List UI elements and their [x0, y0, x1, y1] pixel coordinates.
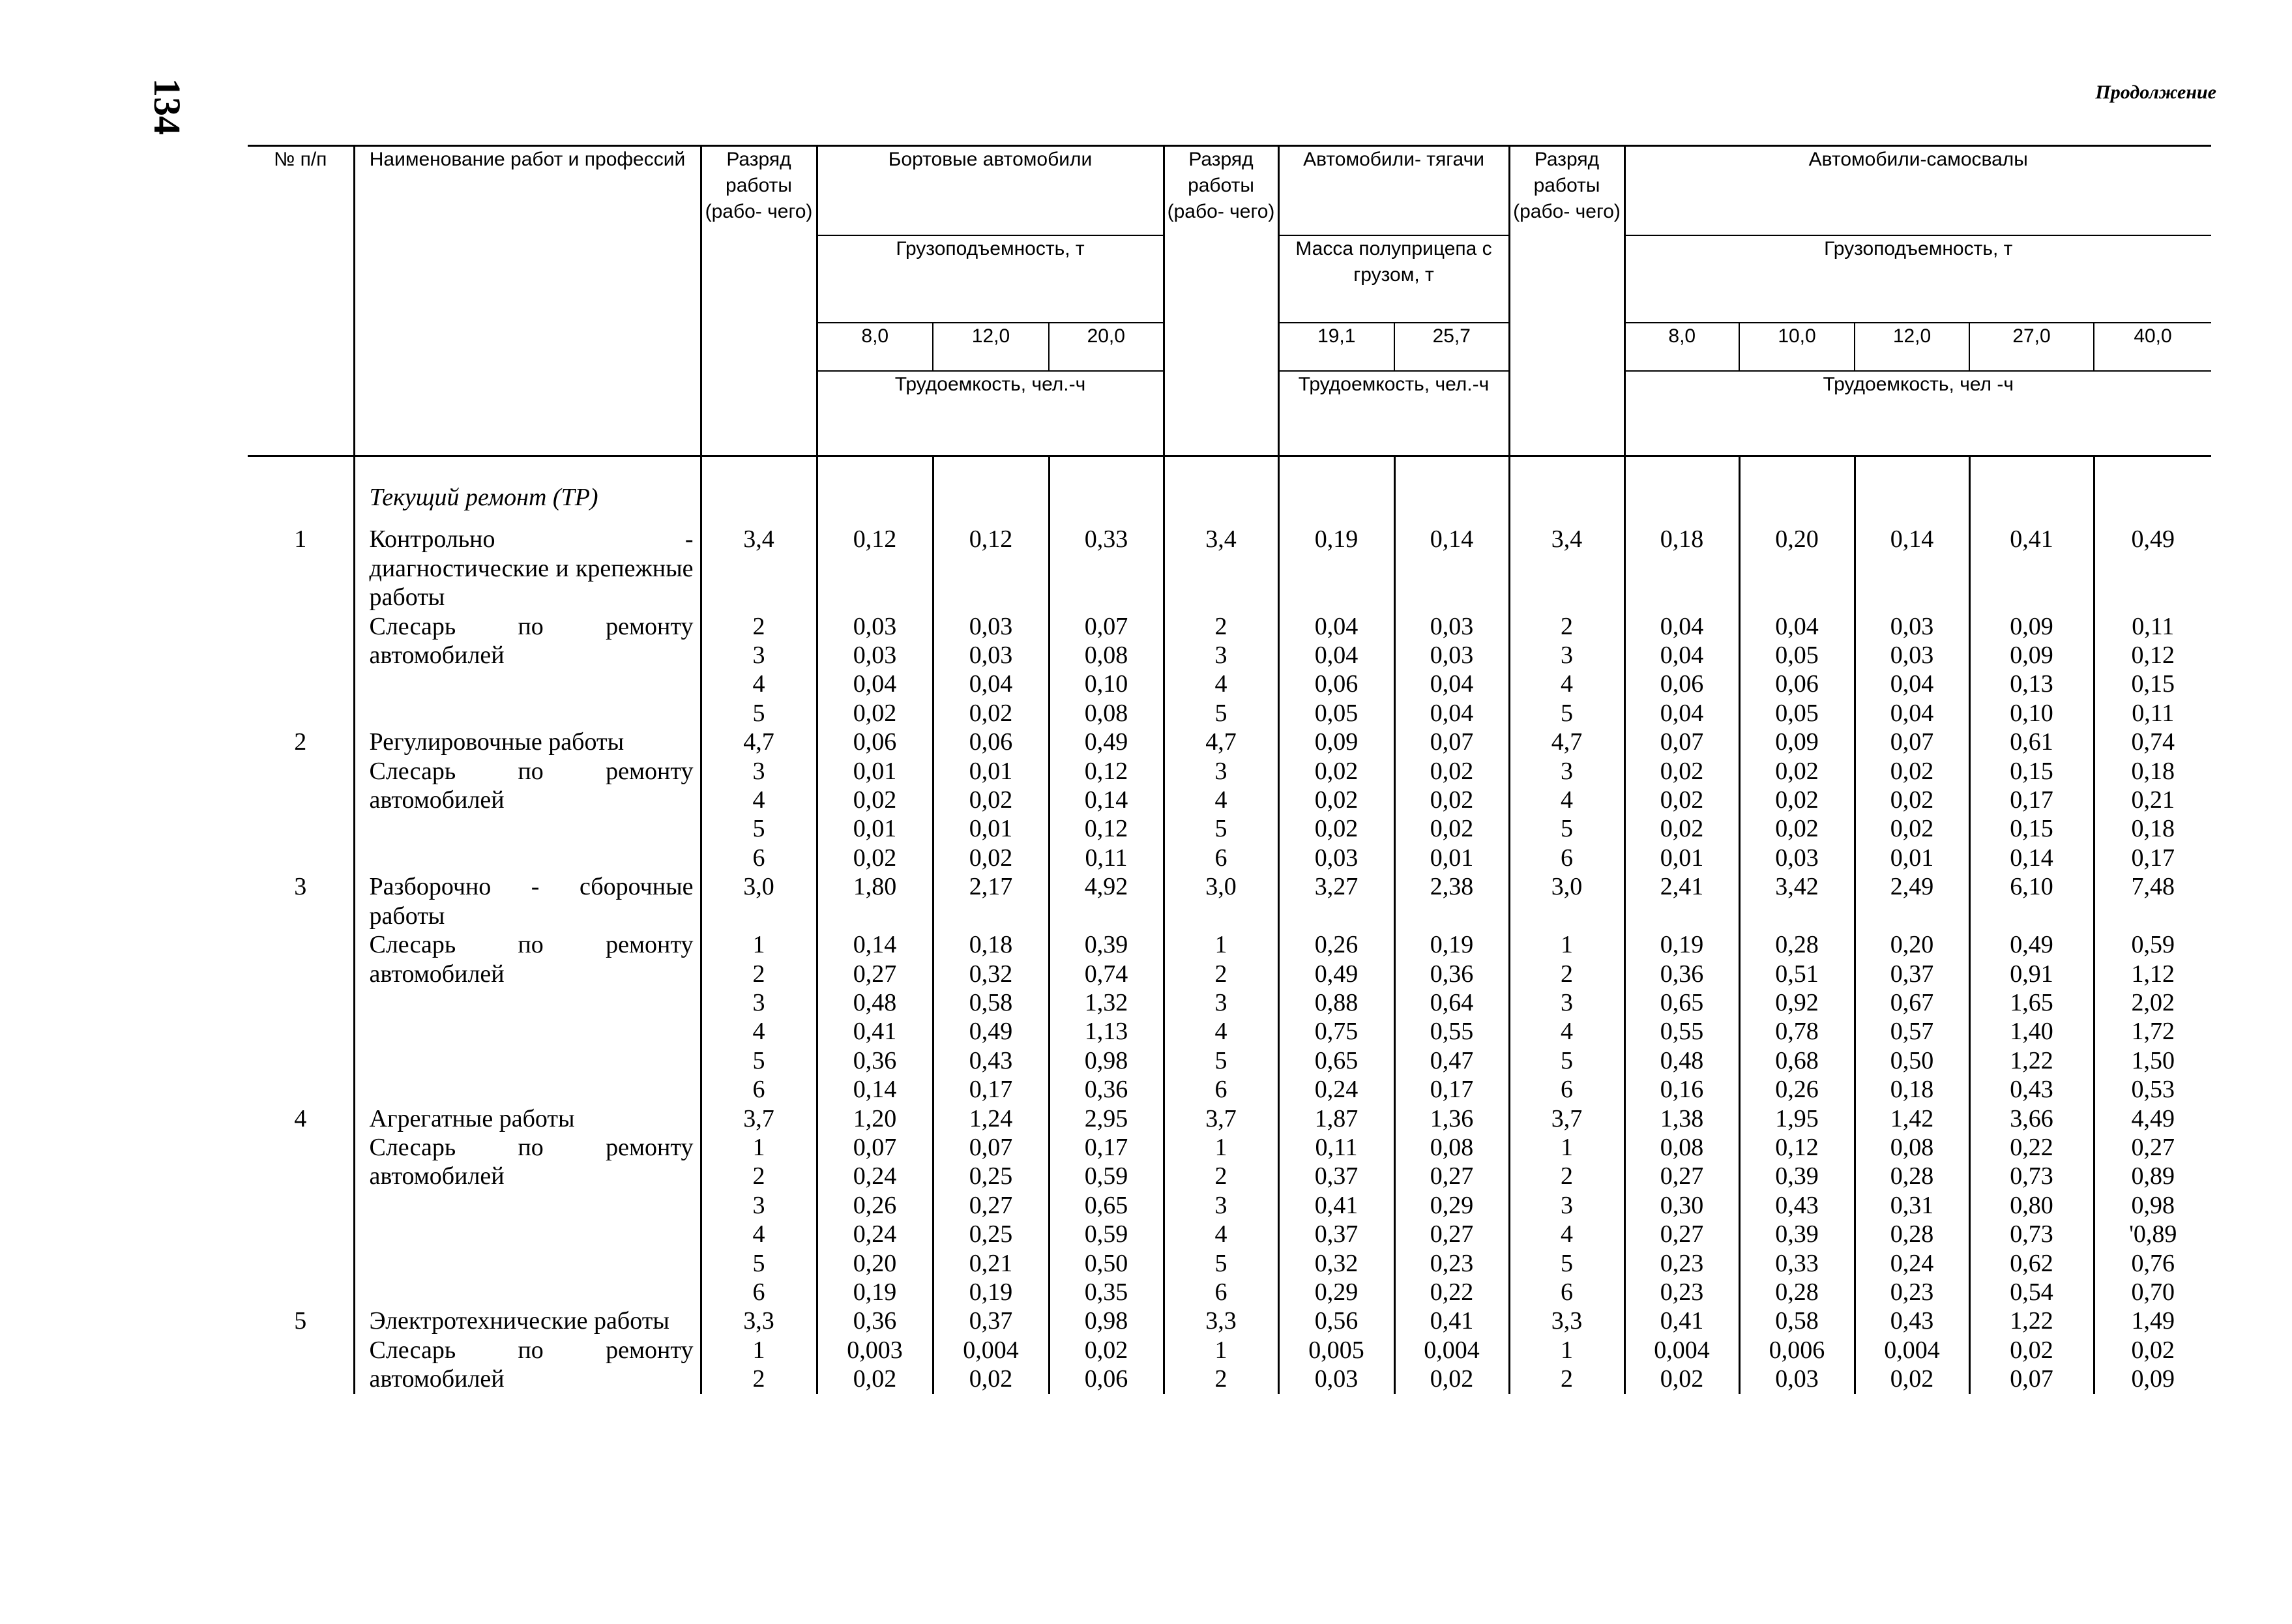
grade-dump: 2 3 4 5	[1509, 612, 1624, 728]
dump-27-value: 0,49 0,91 1,65 1,40 1,22 0,43	[1969, 930, 2094, 1104]
group-dump-header: Автомобили-самосвалы	[1624, 146, 2211, 236]
grade-dump: 3,0	[1509, 872, 1624, 930]
dump-capacity-value: 10,0	[1739, 323, 1855, 371]
dump-capacity-header: Грузоподъемность, т	[1624, 235, 2211, 323]
dump-27-value: 1,22	[1969, 1307, 2094, 1335]
row-number	[248, 612, 354, 728]
dump-8-value: 0,02 0,02 0,02 0,01	[1624, 757, 1739, 873]
continuation-label: Продолжение	[2095, 81, 2216, 103]
tractor-25-7-value: 0,02 0,02 0,02 0,01	[1394, 757, 1509, 873]
grade-tractor: 3,0	[1164, 872, 1278, 930]
flatbed-8-value: 0,01 0,02 0,01 0,02	[817, 757, 933, 873]
tractor-19-1-value: 3,27	[1278, 872, 1394, 930]
flatbed-12-value: 0,18 0,32 0,58 0,49 0,43 0,17	[933, 930, 1049, 1104]
dump-40-value: 7,48	[2094, 872, 2211, 930]
group-flatbed-header: Бортовые автомобили	[817, 146, 1164, 236]
dump-27-value: 6,10	[1969, 872, 2094, 930]
dump-10-value: 1,95	[1739, 1104, 1855, 1133]
grade-flatbed: 3,3	[701, 1307, 817, 1335]
dump-12-value: 0,004 0,02	[1855, 1336, 1969, 1394]
dump-10-value: 0,12 0,39 0,43 0,39 0,33 0,28	[1739, 1133, 1855, 1307]
dump-8-value: 0,08 0,27 0,30 0,27 0,23 0,23	[1624, 1133, 1739, 1307]
row-number: 4	[294, 1104, 307, 1132]
flatbed-20-value: 0,12 0,14 0,12 0,11	[1049, 757, 1164, 873]
flatbed-8-value: 0,14 0,27 0,48 0,41 0,36 0,14	[817, 930, 933, 1104]
tractor-19-1-value: 1,87	[1278, 1104, 1394, 1133]
tractor-mass-value: 25,7	[1394, 323, 1509, 371]
dump-27-value: 0,02 0,07	[1969, 1336, 2094, 1394]
col-grade-header-dump: Разряд работы (рабо- чего)	[1509, 146, 1624, 456]
work-name: Слесарь по ремонту автомобилей	[354, 1133, 701, 1307]
dump-10-value: 0,20	[1739, 525, 1855, 612]
dump-12-value: 0,07	[1855, 728, 1969, 756]
grade-flatbed: 3,7	[701, 1104, 817, 1133]
work-name: Слесарь по ремонту автомобилей	[354, 1336, 701, 1394]
row-number	[248, 1336, 354, 1394]
flatbed-8-value: 1,80	[817, 872, 933, 930]
flatbed-capacity-header: Грузоподъемность, т	[817, 235, 1164, 323]
dump-8-value: 0,04 0,04 0,06 0,04	[1624, 612, 1739, 728]
grade-flatbed: 3 4 5 6	[701, 757, 817, 873]
flatbed-20-value: 0,07 0,08 0,10 0,08	[1049, 612, 1164, 728]
dump-10-value: 0,09	[1739, 728, 1855, 756]
dump-40-value: 0,27 0,89 0,98 '0,89 0,76 0,70	[2094, 1133, 2211, 1307]
flatbed-20-value: 4,92	[1049, 872, 1164, 930]
work-name: Контрольно - диагностические и крепежные работы	[354, 525, 701, 612]
grade-dump: 1 2 3 4 5 6	[1509, 1133, 1624, 1307]
grade-dump: 3,7	[1509, 1104, 1624, 1133]
tractor-25-7-value: 0,08 0,27 0,29 0,27 0,23 0,22	[1394, 1133, 1509, 1307]
dump-12-value: 2,49	[1855, 872, 1969, 930]
grade-dump: 3,3	[1509, 1307, 1624, 1335]
dump-40-value: 0,49	[2094, 525, 2211, 612]
flatbed-12-value: 1,24	[933, 1104, 1049, 1133]
labor-intensity-table	[248, 145, 2211, 1394]
row-number	[248, 757, 354, 873]
dump-8-value: 0,19 0,36 0,65 0,55 0,48 0,16	[1624, 930, 1739, 1104]
grade-flatbed: 1 2	[701, 1336, 817, 1394]
flatbed-12-value: 0,07 0,25 0,27 0,25 0,21 0,19	[933, 1133, 1049, 1307]
row-number: 5	[294, 1307, 307, 1335]
grade-flatbed: 1 2 3 4 5 6	[701, 930, 817, 1104]
grade-flatbed: 2 3 4 5	[701, 612, 817, 728]
grade-dump: 1 2 3 4 5 6	[1509, 930, 1624, 1104]
dump-capacity-value: 27,0	[1969, 323, 2094, 371]
grade-tractor: 1 2	[1164, 1336, 1278, 1394]
row-number: 2	[294, 728, 307, 756]
work-name: Разборочно - сборочные работы	[354, 872, 701, 930]
dump-capacity-value: 12,0	[1855, 323, 1969, 371]
grade-dump: 3,4	[1509, 525, 1624, 612]
tractor-mass-value: 19,1	[1278, 323, 1394, 371]
dump-40-value: 0,18 0,21 0,18 0,17	[2094, 757, 2211, 873]
dump-40-value: 0,02 0,09	[2094, 1336, 2211, 1394]
dump-unit-header: Трудоемкость, чел -ч	[1624, 371, 2211, 456]
tractor-25-7-value: 0,19 0,36 0,64 0,55 0,47 0,17	[1394, 930, 1509, 1104]
dump-40-value: 0,11 0,12 0,15 0,11	[2094, 612, 2211, 728]
row-number: 1	[294, 525, 307, 554]
dump-12-value: 0,02 0,02 0,02 0,01	[1855, 757, 1969, 873]
tractor-25-7-value: 2,38	[1394, 872, 1509, 930]
dump-12-value: 0,03 0,03 0,04 0,04	[1855, 612, 1969, 728]
grade-dump: 3 4 5 6	[1509, 757, 1624, 873]
grade-dump: 1 2	[1509, 1336, 1624, 1394]
table-row	[248, 525, 2211, 612]
row-number	[248, 1133, 354, 1307]
dump-27-value: 0,41	[1969, 525, 2094, 612]
flatbed-20-value: 0,49	[1049, 728, 1164, 756]
grade-tractor: 3,7	[1164, 1104, 1278, 1133]
dump-8-value: 0,18	[1624, 525, 1739, 612]
dump-12-value: 0,08 0,28 0,31 0,28 0,24 0,23	[1855, 1133, 1969, 1307]
flatbed-20-value: 0,17 0,59 0,65 0,59 0,50 0,35	[1049, 1133, 1164, 1307]
flatbed-8-value: 1,20	[817, 1104, 933, 1133]
dump-10-value: 3,42	[1739, 872, 1855, 930]
grade-flatbed: 3,4	[701, 525, 817, 612]
tractor-25-7-value: 1,36	[1394, 1104, 1509, 1133]
page-number: 134	[146, 78, 188, 135]
grade-flatbed: 3,0	[701, 872, 817, 930]
grade-flatbed: 4,7	[701, 728, 817, 756]
dump-10-value: 0,58	[1739, 1307, 1855, 1335]
dump-12-value: 0,20 0,37 0,67 0,57 0,50 0,18	[1855, 930, 1969, 1104]
row-number	[248, 930, 354, 1104]
dump-27-value: 3,66	[1969, 1104, 2094, 1133]
flatbed-20-value: 0,33	[1049, 525, 1164, 612]
flatbed-20-value: 2,95	[1049, 1104, 1164, 1133]
flatbed-12-value: 2,17	[933, 872, 1049, 930]
grade-tractor: 3,4	[1164, 525, 1278, 612]
dump-8-value: 0,41	[1624, 1307, 1739, 1335]
grade-tractor: 3 4 5 6	[1164, 757, 1278, 873]
dump-8-value: 0,07	[1624, 728, 1739, 756]
dump-10-value: 0,28 0,51 0,92 0,78 0,68 0,26	[1739, 930, 1855, 1104]
dump-27-value: 0,09 0,09 0,13 0,10	[1969, 612, 2094, 728]
tractor-19-1-value: 0,26 0,49 0,88 0,75 0,65 0,24	[1278, 930, 1394, 1104]
flatbed-12-value: 0,03 0,03 0,04 0,02	[933, 612, 1049, 728]
table-row	[248, 1133, 2211, 1307]
dump-40-value: 1,49	[2094, 1307, 2211, 1335]
flatbed-capacity-value: 12,0	[933, 323, 1049, 371]
work-name: Слесарь по ремонту автомобилей	[354, 612, 701, 728]
tractor-19-1-value: 0,02 0,02 0,02 0,03	[1278, 757, 1394, 873]
dump-12-value: 1,42	[1855, 1104, 1969, 1133]
tractor-19-1-value: 0,005 0,03	[1278, 1336, 1394, 1394]
tractor-25-7-value: 0,14	[1394, 525, 1509, 612]
tractor-19-1-value: 0,19	[1278, 525, 1394, 612]
table-row	[248, 757, 2211, 873]
dump-10-value: 0,006 0,03	[1739, 1336, 1855, 1394]
grade-flatbed: 1 2 3 4 5 6	[701, 1133, 817, 1307]
flatbed-12-value: 0,37	[933, 1307, 1049, 1335]
grade-tractor: 1 2 3 4 5 6	[1164, 930, 1278, 1104]
col-grade-header-flatbed: Разряд работы (рабо- чего)	[701, 146, 817, 456]
dump-8-value: 1,38	[1624, 1104, 1739, 1133]
tractor-trailer-mass-header: Масса полуприцепа с грузом, т	[1278, 235, 1509, 323]
tractor-25-7-value: 0,004 0,02	[1394, 1336, 1509, 1394]
flatbed-8-value: 0,07 0,24 0,26 0,24 0,20 0,19	[817, 1133, 933, 1307]
flatbed-capacity-value: 8,0	[817, 323, 933, 371]
tractor-19-1-value: 0,04 0,04 0,06 0,05	[1278, 612, 1394, 728]
flatbed-8-value: 0,12	[817, 525, 933, 612]
grade-tractor: 2 3 4 5	[1164, 612, 1278, 728]
dump-8-value: 2,41	[1624, 872, 1739, 930]
dump-8-value: 0,004 0,02	[1624, 1336, 1739, 1394]
dump-27-value: 0,15 0,17 0,15 0,14	[1969, 757, 2094, 873]
flatbed-12-value: 0,01 0,02 0,01 0,02	[933, 757, 1049, 873]
table-row	[248, 1104, 2211, 1133]
dump-27-value: 0,22 0,73 0,80 0,73 0,62 0,54	[1969, 1133, 2094, 1307]
work-name: Слесарь по ремонту автомобилей	[354, 930, 701, 1104]
col-name-header: Наименование работ и профессий	[354, 146, 701, 456]
tractor-19-1-value: 0,11 0,37 0,41 0,37 0,32 0,29	[1278, 1133, 1394, 1307]
work-name: Регулировочные работы	[354, 728, 701, 756]
dump-40-value: 0,74	[2094, 728, 2211, 756]
dump-10-value: 0,02 0,02 0,02 0,03	[1739, 757, 1855, 873]
table-row	[248, 612, 2211, 728]
tractor-unit-header: Трудоемкость, чел.-ч	[1278, 371, 1509, 456]
flatbed-8-value: 0,03 0,03 0,04 0,02	[817, 612, 933, 728]
flatbed-12-value: 0,12	[933, 525, 1049, 612]
dump-40-value: 0,59 1,12 2,02 1,72 1,50 0,53	[2094, 930, 2211, 1104]
dump-40-value: 4,49	[2094, 1104, 2211, 1133]
dump-12-value: 0,43	[1855, 1307, 1969, 1335]
section-title: Текущий ремонт (ТР)	[354, 477, 701, 525]
grade-dump: 4,7	[1509, 728, 1624, 756]
table-row	[248, 728, 2211, 756]
work-name: Агрегатные работы	[354, 1104, 701, 1133]
flatbed-8-value: 0,06	[817, 728, 933, 756]
table-row	[248, 1336, 2211, 1394]
dump-capacity-value: 40,0	[2094, 323, 2211, 371]
tractor-19-1-value: 0,56	[1278, 1307, 1394, 1335]
flatbed-20-value: 0,98	[1049, 1307, 1164, 1335]
col-number-header: № п/п	[248, 146, 354, 456]
grade-tractor: 1 2 3 4 5 6	[1164, 1133, 1278, 1307]
flatbed-20-value: 0,02 0,06	[1049, 1336, 1164, 1394]
dump-12-value: 0,14	[1855, 525, 1969, 612]
flatbed-12-value: 0,004 0,02	[933, 1336, 1049, 1394]
col-grade-header-tractor: Разряд работы (рабо- чего)	[1164, 146, 1278, 456]
flatbed-12-value: 0,06	[933, 728, 1049, 756]
row-number: 3	[294, 873, 307, 901]
work-name: Электротехнические работы	[354, 1307, 701, 1335]
work-name: Слесарь по ремонту автомобилей	[354, 757, 701, 873]
table-row	[248, 930, 2211, 1104]
tractor-25-7-value: 0,03 0,03 0,04 0,04	[1394, 612, 1509, 728]
flatbed-8-value: 0,003 0,02	[817, 1336, 933, 1394]
flatbed-20-value: 0,39 0,74 1,32 1,13 0,98 0,36	[1049, 930, 1164, 1104]
dump-capacity-value: 8,0	[1624, 323, 1739, 371]
flatbed-capacity-value: 20,0	[1049, 323, 1164, 371]
tractor-25-7-value: 0,07	[1394, 728, 1509, 756]
group-tractor-header: Автомобили- тягачи	[1278, 146, 1509, 236]
table-row	[248, 1307, 2211, 1335]
grade-tractor: 4,7	[1164, 728, 1278, 756]
table-row	[248, 872, 2211, 930]
flatbed-8-value: 0,36	[817, 1307, 933, 1335]
dump-10-value: 0,04 0,05 0,06 0,05	[1739, 612, 1855, 728]
grade-tractor: 3,3	[1164, 1307, 1278, 1335]
flatbed-unit-header: Трудоемкость, чел.-ч	[817, 371, 1164, 456]
tractor-19-1-value: 0,09	[1278, 728, 1394, 756]
tractor-25-7-value: 0,41	[1394, 1307, 1509, 1335]
dump-27-value: 0,61	[1969, 728, 2094, 756]
